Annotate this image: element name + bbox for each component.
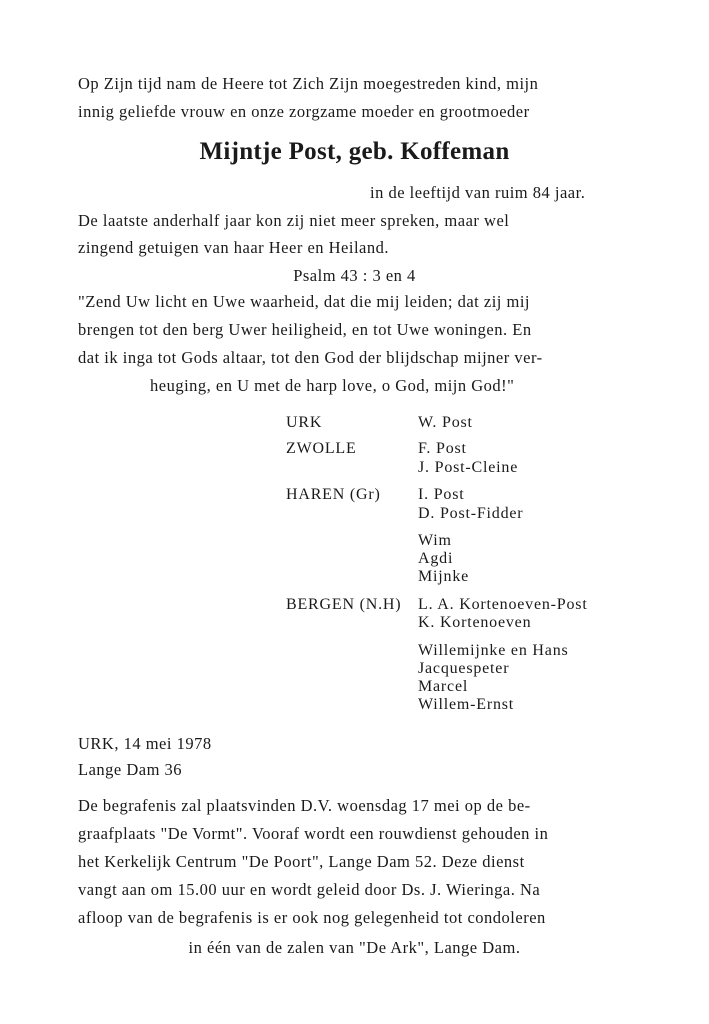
family-name: F. Post xyxy=(418,440,467,457)
family-name: W. Post xyxy=(418,414,473,431)
psalm-reference: Psalm 43 : 3 en 4 xyxy=(293,266,416,285)
funeral-line-6: in één van de zalen van "De Ark", Lange Dam. xyxy=(188,938,521,957)
psalm-text-line-4: heuging, en U met de harp love, o God, mijn God!" xyxy=(150,376,515,395)
last-years-line-1: De laatste anderhalf jaar kon zij niet meer spreken, maar wel xyxy=(78,211,510,230)
last-years-line-2: zingend getuigen van haar Heer en Heiland. xyxy=(78,238,389,257)
deceased-name: Mijntje Post, geb. Koffeman xyxy=(199,138,510,165)
age-line: in de leeftijd van ruim 84 jaar. xyxy=(370,183,586,202)
psalm-text-line-2: brengen tot den berg Uwer heiligheid, en tot Uwe woningen. En xyxy=(78,320,532,339)
family-name: I. Post xyxy=(418,486,465,503)
funeral-line-4: vangt aan om 15.00 uur en wordt geleid door Ds. J. Wieringa. Na xyxy=(78,880,541,899)
grandchild-name: Jacquespeter xyxy=(418,660,510,677)
home-address: Lange Dam 36 xyxy=(78,760,183,779)
grandchild-name: Willem-Ernst xyxy=(418,696,515,713)
place-and-date: URK, 14 mei 1978 xyxy=(78,734,212,753)
grandchild-name: Willemijnke en Hans xyxy=(418,642,569,659)
family-place-bergen: BERGEN (N.H) xyxy=(286,596,402,613)
psalm-text-line-3: dat ik inga tot Gods altaar, tot den God der blijdschap mijner ver- xyxy=(78,348,543,367)
grandchild-name: Mijnke xyxy=(418,568,470,585)
family-place-urk: URK xyxy=(286,414,323,431)
funeral-line-3: het Kerkelijk Centrum "De Poort", Lange Dam 52. Deze dienst xyxy=(78,852,525,871)
intro-line-2: innig geliefde vrouw en onze zorgzame moeder en grootmoeder xyxy=(78,102,530,121)
family-place-haren: HAREN (Gr) xyxy=(286,486,381,503)
family-name: K. Kortenoeven xyxy=(418,614,532,631)
intro-line-1: Op Zijn tijd nam de Heere tot Zich Zijn moegestreden kind, mijn xyxy=(78,74,539,93)
funeral-line-2: graafplaats "De Vormt". Vooraf wordt een rouwdienst gehouden in xyxy=(78,824,549,843)
family-name: D. Post-Fidder xyxy=(418,505,524,522)
grandchild-name: Agdi xyxy=(418,550,454,567)
funeral-line-1: De begrafenis zal plaatsvinden D.V. woensdag 17 mei op de be- xyxy=(78,796,531,815)
family-name: J. Post-Cleine xyxy=(418,459,519,476)
family-place-zwolle: ZWOLLE xyxy=(286,440,357,457)
family-name: L. A. Kortenoeven-Post xyxy=(418,596,588,613)
grandchild-name: Marcel xyxy=(418,678,469,695)
grandchild-name: Wim xyxy=(418,532,452,549)
funeral-line-5: afloop van de begrafenis is er ook nog gelegenheid tot condoleren xyxy=(78,908,546,927)
psalm-text-line-1: "Zend Uw licht en Uwe waarheid, dat die mij leiden; dat zij mij xyxy=(78,292,530,311)
